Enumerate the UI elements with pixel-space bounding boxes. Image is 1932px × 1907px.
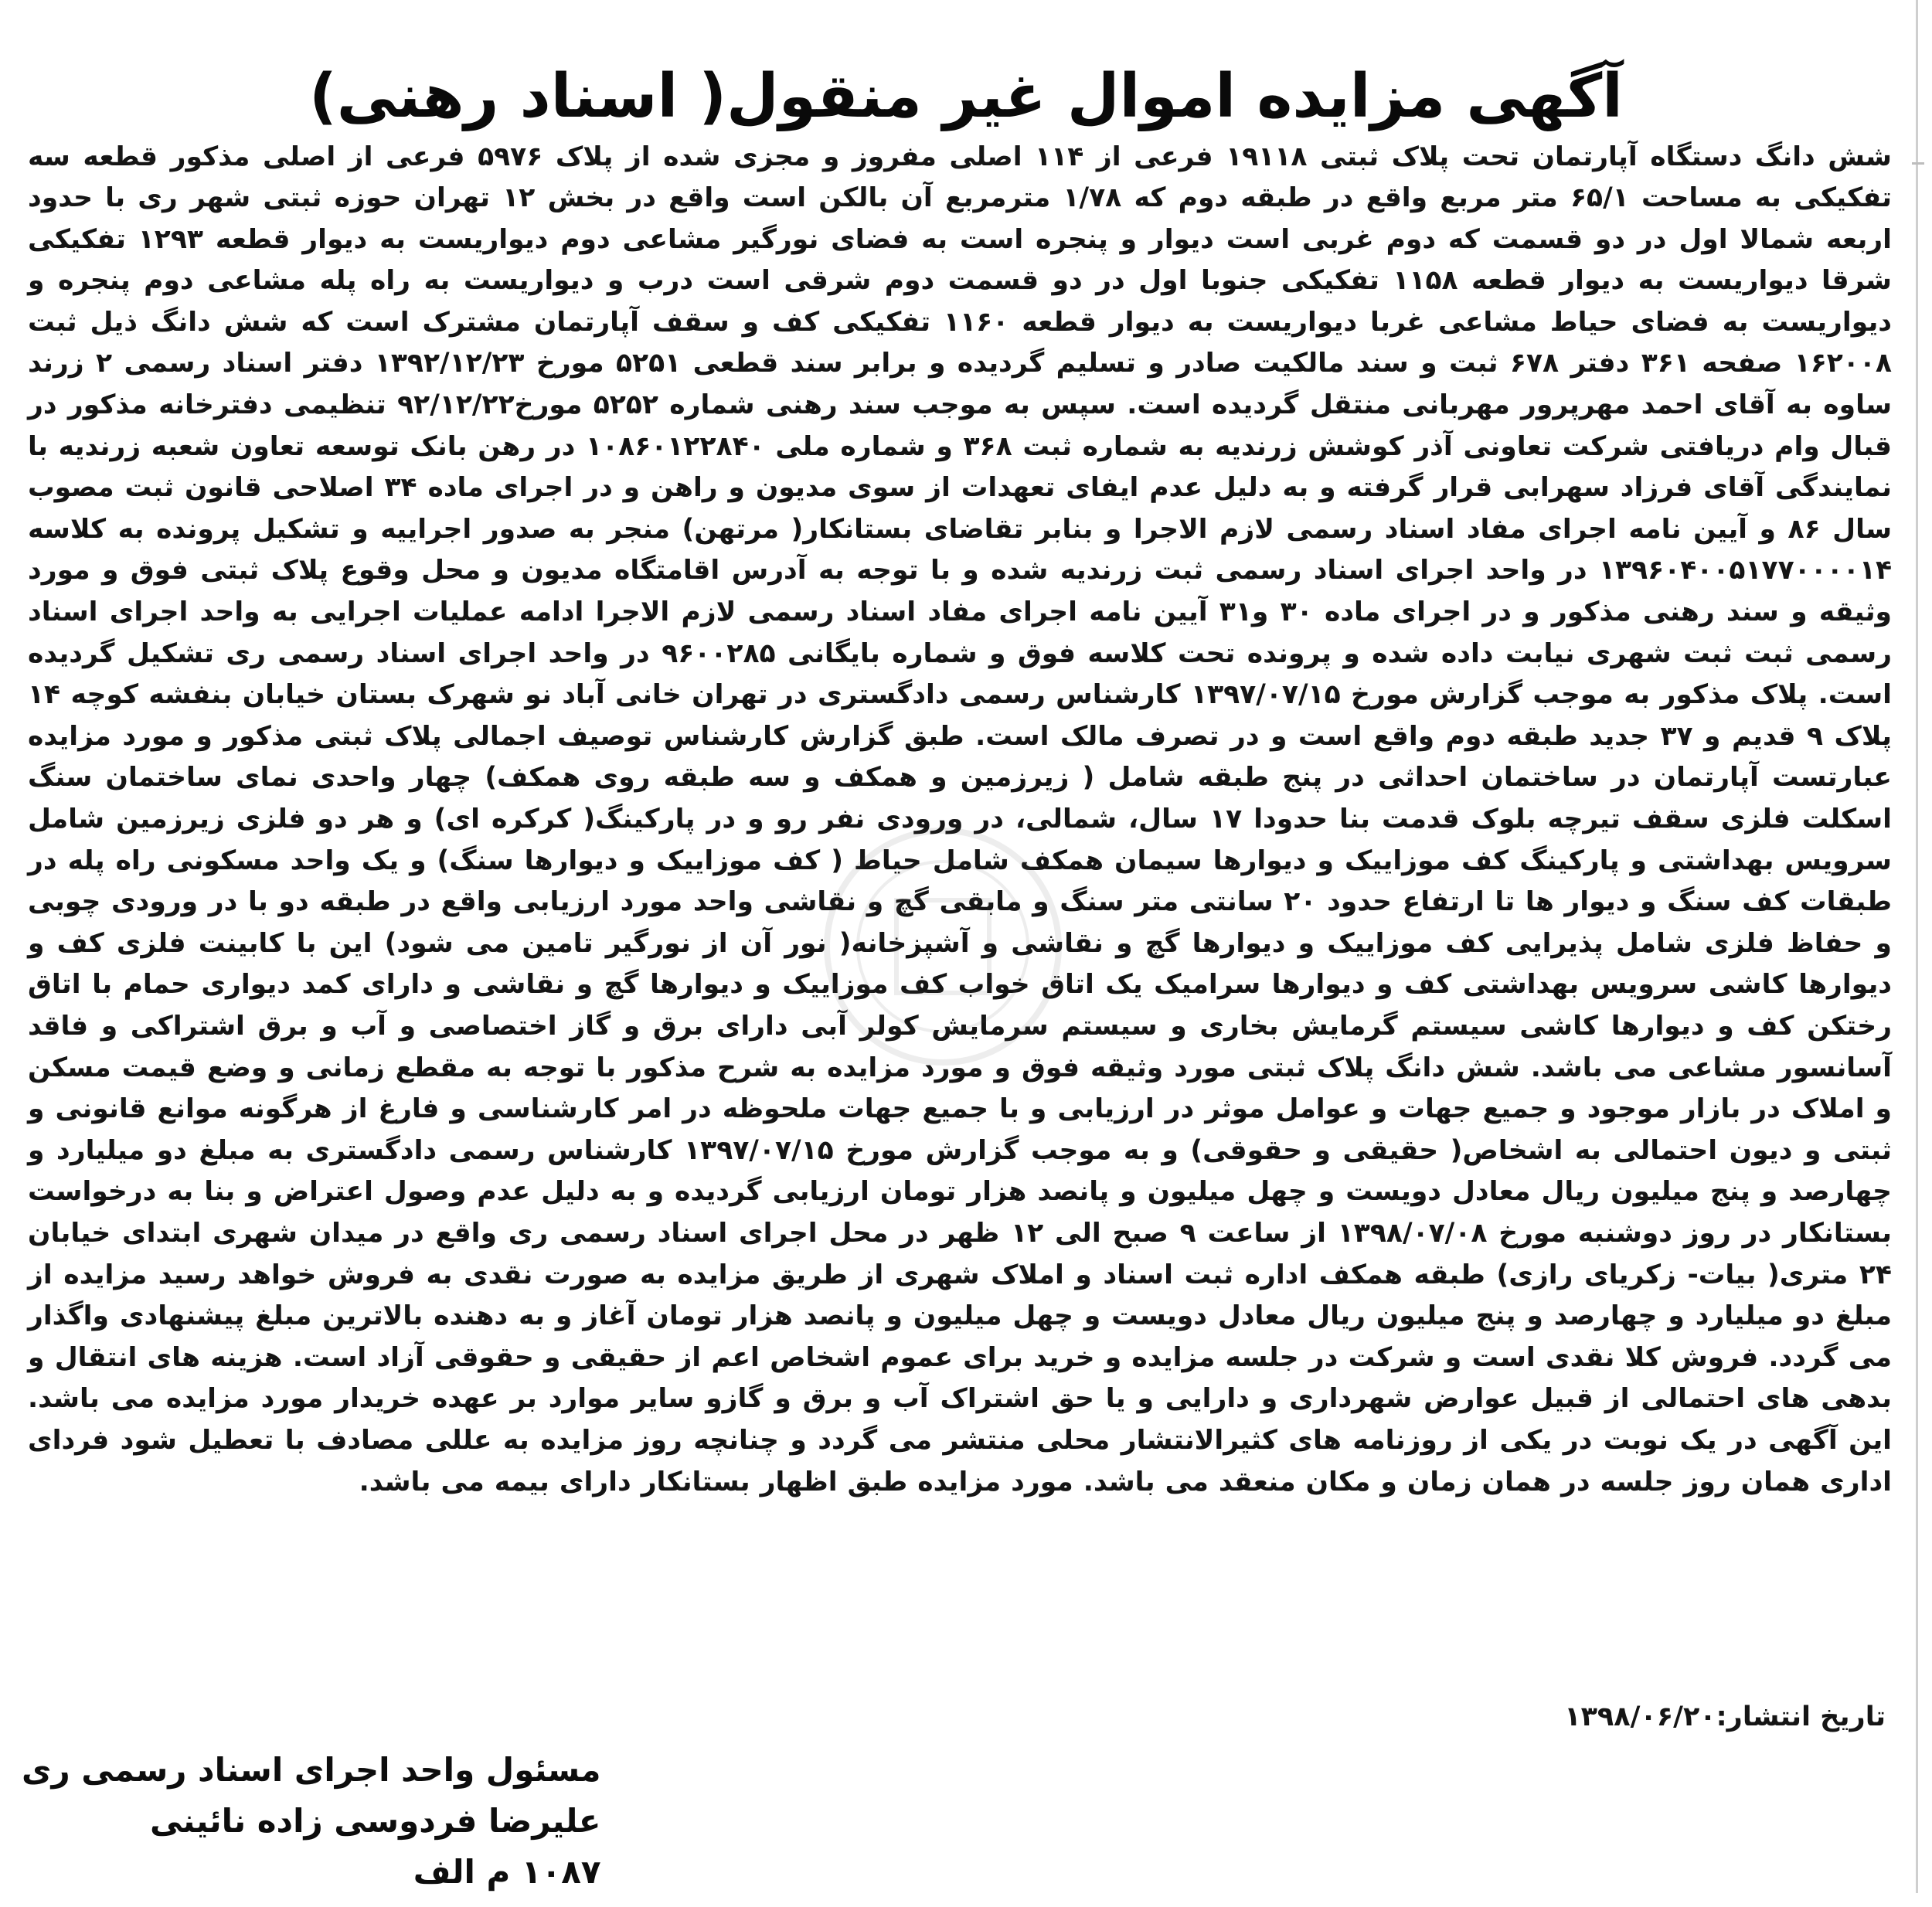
column-rule xyxy=(1916,0,1918,1893)
column-rule-tick xyxy=(1912,162,1924,165)
notice-title: آگهی مزایده اموال غیر منقول( اسناد رهنی) xyxy=(309,62,1623,132)
signature-office: مسئول واحد اجرای اسناد رسمی ری xyxy=(22,1751,601,1789)
notice-body-text: شش دانگ دستگاه آپارتمان تحت پلاک ثبتی ۱۹۱۱۸ فرعی از ۱۱۴ اصلی مفروز و مجزی شده از پلاک ۵۹۷۶ فرعی از اصلی مذکور قطعه سه تفکیکی به مساحت ۶۵/۱ متر مربع واقع در طبقه دوم که ۱/۷۸ مترمربع آن بالکن است واقع در بخش ۱۲ تهران حوزه ثبتی شهر ری با حدود اربعه شمالا اول در دو قسمت که دوم غربی است دیوار و پنجره است به فضای نورگیر مشاعی دوم دیواریست به دیوار قطعه ۱۲۹۳ تفکیکی شرقا دیواریست به دیوار قطعه ۱۱۵۸ تفکیکی جنوبا اول در دو قسمت دوم شرقی است درب و دیواریست به راه پله مشاعی دوم پنجره و دیواریست به فضای حیاط مشاعی غربا دیواریست به دیوار قطعه ۱۱۶۰ تفکیکی کف و سقف آپارتمان مشترک است که شش دانگ ذیل ثبت ۱۶۲۰۰۸ صفحه ۳۶۱ دفتر ۶۷۸ ثبت و سند مالکیت صادر و تسلیم گردیده و برابر سند قطعی ۵۲۵۱ مورخ ۱۳۹۲/۱۲/۲۳ دفتر اسناد رسمی ۲ زرند ساوه به آقای احمد مهرپرور مهربانی منتقل گردیده است. سپس به موجب سند رهنی شماره ۵۲۵۲ مورخ۹۲/۱۲/۲۲ تنظیمی دفترخانه مذکور در قبال وام دریافتی شرکت تعاونی آذر کوشش زرندیه به شماره ثبت ۳۶۸ و شماره ملی ۱۰۸۶۰۱۲۲۸۴۰ در رهن بانک توسعه تعاون شعبه زرندیه با نمایندگی آقای فرزاد سهرابی قرار گرفته و به دلیل عدم ایفای تعهدات از سوی مدیون و راهن و در اجرای ماده ۳۴ اصلاحی قانون ثبت مصوب سال ۸۶ و آیین نامه اجرای مفاد اسناد رسمی لازم الاجرا و بنابر تقاضای بستانکار( مرتهن) منجر به صدور اجراییه و تشکیل پرونده به کلاسه ۱۳۹۶۰۴۰۰۵۱۷۷۰۰۰۰۱۴ در واحد اجرای اسناد رسمی ثبت زرندیه شده و با توجه به آدرس اقامتگاه مدیون و محل وقوع پلاک ثبتی فوق و مورد وثیقه و سند رهنی مذکور و در اجرای ماده ۳۰ و۳۱ آیین نامه اجرای مفاد اسناد رسمی لازم الاجرا ادامه عملیات اجرایی به واحد اجرای اسناد رسمی ثبت ثبت شهری نیابت داده شده و پرونده تحت کلاسه فوق و شماره بایگانی ۹۶۰۰۲۸۵ در واحد اجرای اسناد رسمی ری تشکیل گردیده است. پلاک مذکور به موجب گزارش مورخ ۱۳۹۷/۰۷/۱۵ کارشناس رسمی دادگستری در تهران خانی آباد نو شهرک بستان خیابان بنفشه کوچه ۱۴ پلاک ۹ قدیم و ۳۷ جدید طبقه دوم واقع است و در تصرف مالک است. طبق گزارش کارشناس توصیف اجمالی پلاک ثبتی مذکور و مورد مزایده عبارتست آپارتمان در ساختمان احداثی در پنج طبقه شامل ( زیرزمین و همکف و سه طبقه روی همکف) چهار واحدی نمای ساختمان سنگ اسکلت فلزی سقف تیرچه بلوک قدمت بنا حدودا ۱۷ سال، شمالی، در ورودی نفر رو و در پارکینگ( کرکره ای) و هر دو فلزی زیرزمین شامل سرویس بهداشتی و پارکینگ کف موزاییک و دیوارها سیمان همکف شامل حیاط ( کف موزاییک و دیوارها سنگ) و یک واحد مسکونی راه پله در طبقات کف سنگ و دیوار ها تا ارتفاع حدود ۲۰ سانتی متر سنگ و مابقی گچ و نقاشی واحد مورد ارزیابی واقع در طبقه دو با در ورودی چوبی و حفاظ فلزی شامل پذیرایی کف موزاییک و دیوارها گچ و نقاشی و آشپزخانه( نور آن از نورگیر تامین می شود) این با کابینت فلزی کف و دیوارها کاشی سرویس بهداشتی کف و دیوارها سرامیک یک اتاق خواب کف موزاییک و دیوارها گچ و نقاشی و دارای کمد دیواری حمام با اتاق رختکن کف و دیوارها کاشی سیستم گرمایش بخاری و سیستم سرمایش کولر آبی دارای برق و گاز اختصاصی و آب و برق اشتراکی و فاقد آسانسور مشاعی می باشد. شش دانگ پلاک ثبتی مورد وثیقه فوق و مورد مزایده به شرح مذکور با توجه به مقطع زمانی و وضع قیمت مسکن و املاک در بازار موجود و جمیع جهات و عوامل موثر در ارزیابی و با جمیع جهات ملحوظه در امر کارشناسی و فارغ از هرگونه موانع قانونی و ثبتی و دیون احتمالی به اشخاص( حقیقی و حقوقی) و به موجب گزارش مورخ ۱۳۹۷/۰۷/۱۵ کارشناس رسمی دادگستری به مبلغ دو میلیارد و چهارصد و پنج میلیون ریال معادل دویست و چهل میلیون و پانصد هزار تومان ارزیابی گردیده و به دلیل عدم وصول اعتراض و بنا به درخواست بستانکار در روز دوشنبه مورخ ۱۳۹۸/۰۷/۰۸ از ساعت ۹ صبح الی ۱۲ ظهر در محل اجرای اسناد رسمی ری واقع در میدان شهری ابتدای خیابان ۲۴ متری( بیات- زکریای رازی) طبقه همکف اداره ثبت اسناد و املاک شهری از طریق مزایده به صورت نقدی به فروش خواهد رسید مزایده از مبلغ دو میلیارد و چهارصد و پنج میلیون ریال معادل دویست و چهل میلیون و پانصد هزار تومان آغاز و به دهنده بالاترین مبلغ پیشنهادی واگذار می گردد. فروش کلا نقدی است و شرکت در جلسه مزایده و خرید برای عموم اشخاص اعم از حقیقی و حقوقی آزاد است. هزینه های انتقال و بدهی های احتمالی از قبیل عوارض شهرداری و دارایی و یا حق اشتراک آب و برق و گازو سایر موارد بر عهده خریدار مورد مزایده می باشد. این آگهی در یک نوبت در یکی از روزنامه های کثیرالانتشار محلی منتشر می گردد و چنانچه روز مزایده به عللی مصادف با تعطیل شود فردای اداری همان روز جلسه در همان زمان و مکان منعقد می باشد. مورد مزایده طبق اظهار بستانکار دارای بیمه می باشد. xyxy=(28,141,1892,1497)
signature-reference: ۱۰۸۷ م الف xyxy=(413,1853,601,1891)
publication-date: تاریخ انتشار:۱۳۹۸/۰۶/۲۰ xyxy=(1564,1701,1886,1732)
signature-name: علیرضا فردوسی زاده نائینی xyxy=(150,1802,601,1840)
signature-block xyxy=(22,1745,600,1898)
